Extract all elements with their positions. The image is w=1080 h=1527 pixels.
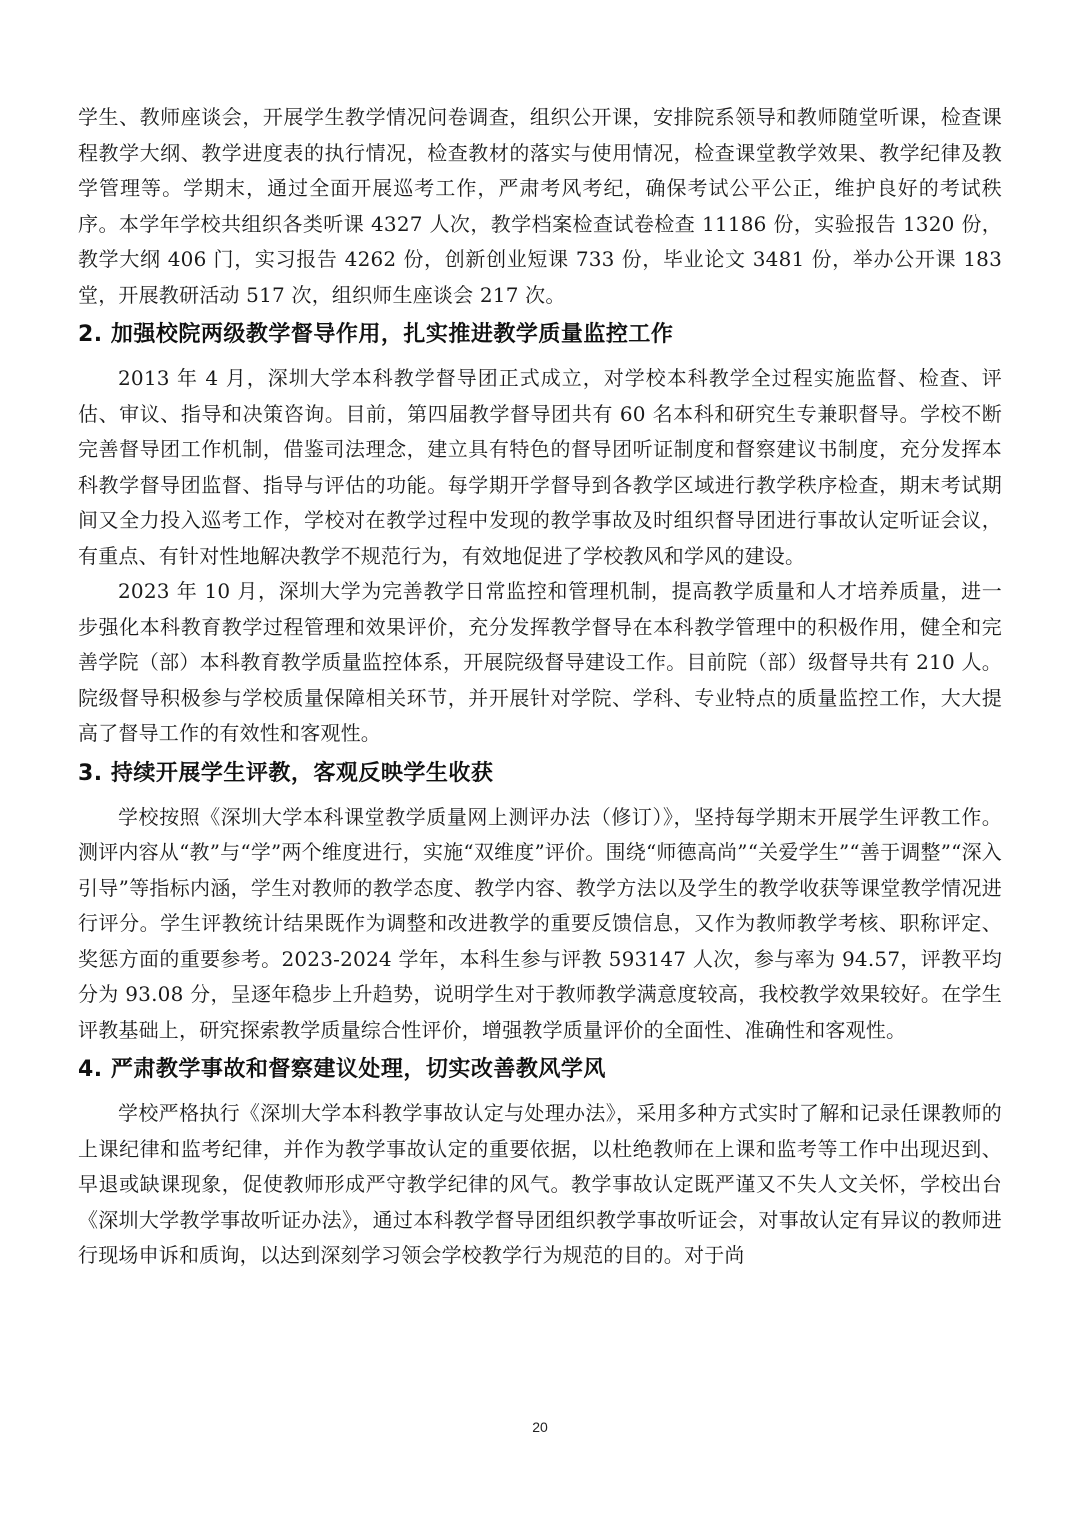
section-heading-4: 4. 严肃教学事故和督察建议处理，切实改善教风学风: [78, 1057, 606, 1082]
paragraph-college-supervision: 2023 年 10 月，深圳大学为完善教学日常监控和管理机制，提高教学质量和人才培养质量，进一步强化本科教育教学过程管理和效果评价，充分发挥教学督导在本科教学管理中的积极作用，健全和完善学院（部）本科教育教学质量监控体系，开展院级督导建设工作。目前院（部）级督导共有 210 人。院级督导积极参与学校质量保障相关环节，并开展针对学院、学科、专业特点的质量监控工作，大大提高了督导工作的有效性和客观性。: [78, 579, 1002, 745]
section-heading-2: 2. 加强校院两级教学督导作用，扎实推进教学质量监控工作: [78, 322, 674, 347]
paragraph-supervision-team: 2013 年 4 月，深圳大学本科教学督导团正式成立，对学校本科教学全过程实施监督、检查、评估、审议、指导和决策咨询。目前，第四届教学督导团共有 60 名本科和研究生专兼职督导。学校不断完善督导团工作机制，借鉴司法理念，建立具有特色的督导团听证制度和督察建议书制度，充分发挥本科教学督导团监督、指导与评估的功能。每学期开学督导到各教学区域进行教学秩序检查，期末考试期间又全力投入巡考工作，学校对在教学过程中发现的教学事故及时组织督导团进行事故认定听证会议，有重点、有针对性地解决教学不规范行为，有效地促进了学校教风和学风的建设。: [78, 366, 1002, 568]
page-number: 20: [532, 1419, 548, 1435]
paragraph-student-evaluation: 学校按照《深圳大学本科课堂教学质量网上测评办法（修订）》，坚持每学期末开展学生评教工作。测评内容从“教”与“学”两个维度进行，实施“双维度”评价。围绕“师德高尚”“关爱学生”“善于调整”“深入引导”等指标内涵，学生对教师的教学态度、教学内容、教学方法以及学生的教学收获等课堂教学情况进行评分。学生评教统计结果既作为调整和改进教学的重要反馈信息，又作为教师教学考核、职称评定、奖惩方面的重要参考。2023-2024 学年，本科生参与评教 593147 人次，参与率为 94.57，评教平均分为 93.08 分，呈逐年稳步上升趋势，说明学生对于教师教学满意度较高，我校教学效果较好。在学生评教基础上，研究探索教学质量综合性评价，增强教学质量评价的全面性、准确性和客观性。: [78, 804, 1002, 1042]
section-heading-3: 3. 持续开展学生评教，客观反映学生收获: [78, 760, 494, 786]
paragraph-teaching-incidents: 学校严格执行《深圳大学本科教学事故认定与处理办法》，采用多种方式实时了解和记录任课教师的上课纪律和监考纪律，并作为教学事故认定的重要依据，以杜绝教师在上课和监考等工作中出现迟到、早退或缺课现象，促使教师形成严守教学纪律的风气。教学事故认定既严谨又不失人文关怀，学校出台《深圳大学教学事故听证办法》，通过本科教学督导团组织教学事故听证会，对事故认定有异议的教师进行现场申诉和质询，以达到深刻学习领会学校教学行为规范的目的。对于尚: [78, 1101, 1002, 1267]
paragraph-classroom-inspection: 学生、教师座谈会，开展学生教学情况问卷调查，组织公开课，安排院系领导和教师随堂听课，检查课程教学大纲、教学进度表的执行情况，检查教材的落实与使用情况，检查课堂教学效果、教学纪律及教学管理等。学期末，通过全面开展巡考工作，严肃考风考纪，确保考试公平公正，维护良好的考试秩序。本学年学校共组织各类听课 4327 人次，教学档案检查试卷检查 11186 份，实验报告 1320 份，教学大纲 406 门，实习报告 4262 份，创新创业短课 733 份，毕业论文 3481 份，举办公开课 183 堂，开展教研活动 517 次，组织师生座谈会 217 次。: [78, 105, 1002, 307]
document-page: [78, 100, 1002, 1274]
